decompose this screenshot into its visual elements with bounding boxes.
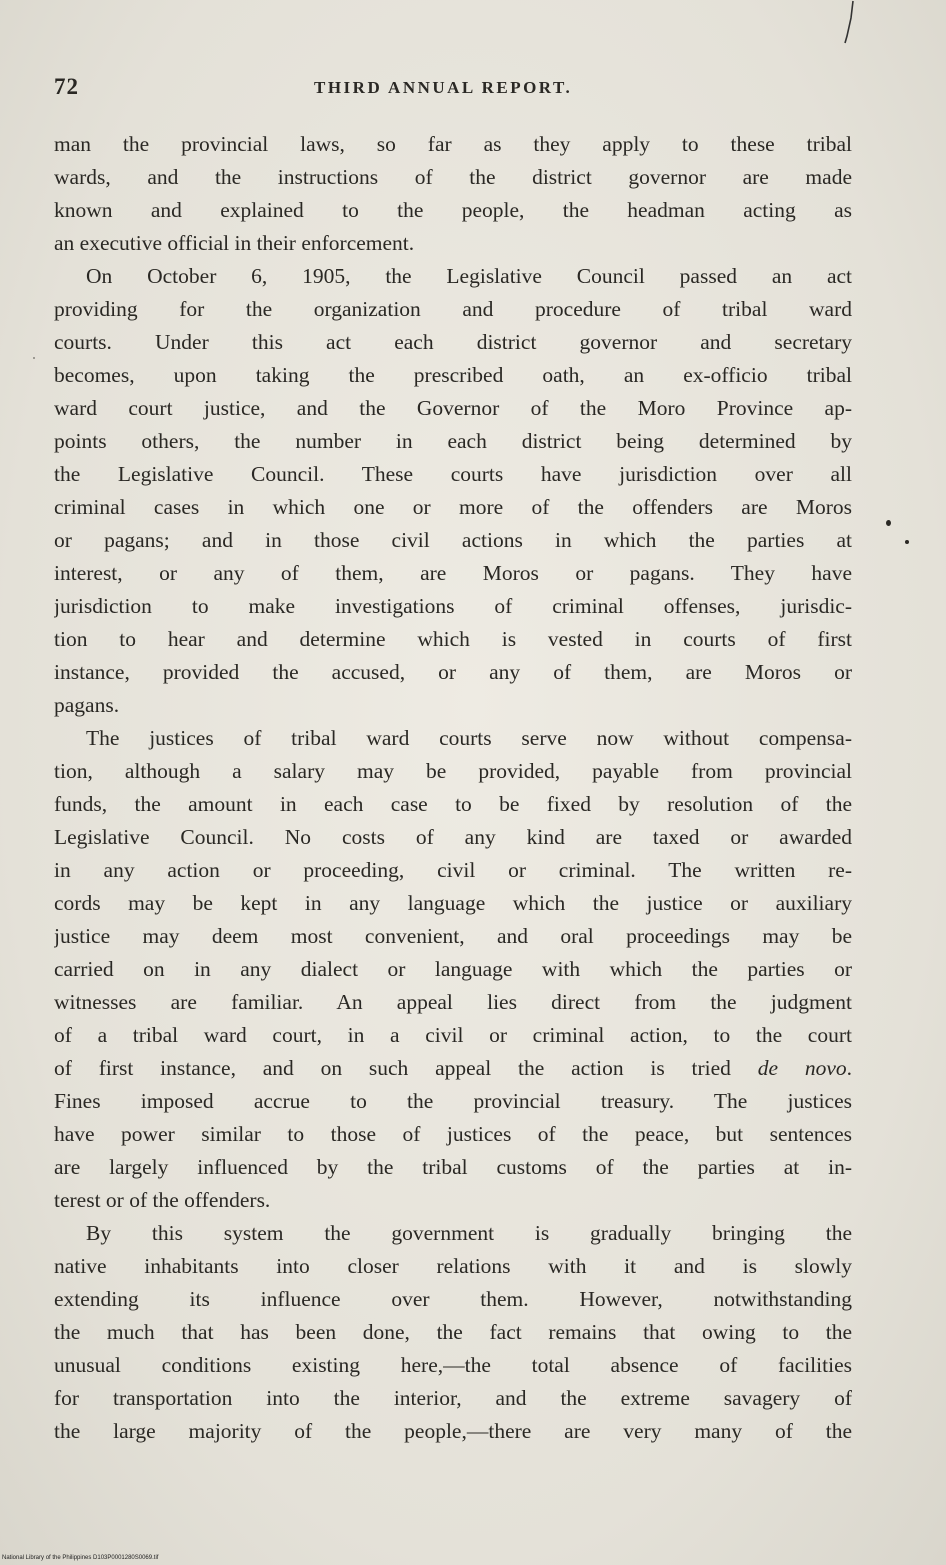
text-line: jurisdiction to make investigations of criminal offenses, jurisdic- — [54, 594, 852, 618]
ink-blot — [33, 357, 35, 359]
ink-blot — [886, 520, 891, 526]
text-line: extending its influence over them. However, notwithstanding — [54, 1287, 852, 1311]
text-line: of a tribal ward court, in a civil or criminal action, to the court — [54, 1023, 852, 1047]
library-stamp: National Library of the Philippines D103P0001280S0069.tif — [2, 1555, 159, 1561]
body-text — [54, 128, 852, 1448]
text-line: cords may be kept in any language which the justice or auxiliary — [54, 891, 852, 915]
text-line: unusual conditions existing here,—the total absence of facilities — [54, 1353, 852, 1377]
text-line: Fines imposed accrue to the provincial treasury. The justices — [54, 1089, 852, 1113]
text-line: carried on in any dialect or language with which the parties or — [54, 957, 852, 981]
text-line: criminal cases in which one or more of the offenders are Moros — [54, 495, 852, 519]
text-line: tion, although a salary may be provided, payable from provincial — [54, 759, 852, 783]
text-line: funds, the amount in each case to be fixed by resolution of the — [54, 792, 852, 816]
text-line: justice may deem most convenient, and oral proceedings may be — [54, 924, 852, 948]
text-line: terest or of the offenders. — [54, 1188, 271, 1212]
text-line: witnesses are familiar. An appeal lies direct from the judgment — [54, 990, 852, 1014]
page-number: 72 — [54, 74, 79, 99]
text-line: Legislative Council. No costs of any kind are taxed or awarded — [54, 825, 852, 849]
text-line: points others, the number in each district being determined by — [54, 429, 852, 453]
text-line: courts. Under this act each district governor and secretary — [54, 330, 852, 354]
text-line: On October 6, 1905, the Legislative Council passed an act — [86, 264, 852, 288]
pencil-mark-icon — [842, 0, 856, 44]
text-line: ward court justice, and the Governor of the Moro Province ap- — [54, 396, 852, 420]
text-line: the large majority of the people,—there are very many of the — [54, 1419, 852, 1443]
text-line: an executive official in their enforcement. — [54, 231, 415, 255]
text-line: tion to hear and determine which is vested in courts of first — [54, 627, 852, 651]
text-line: in any action or proceeding, civil or criminal. The written re- — [54, 858, 852, 882]
page-header — [54, 74, 854, 102]
running-head: THIRD ANNUAL REPORT. — [314, 78, 573, 97]
text-line: By this system the government is gradually bringing the — [86, 1221, 852, 1245]
text-line: man the provincial laws, so far as they apply to these tribal — [54, 132, 852, 156]
text-line: of first instance, and on such appeal the action is tried de novo. — [54, 1056, 852, 1080]
text-line: the much that has been done, the fact remains that owing to the — [54, 1320, 852, 1344]
text-line: native inhabitants into closer relations with it and is slowly — [54, 1254, 852, 1278]
text-line: instance, provided the accused, or any of them, are Moros or — [54, 660, 852, 684]
text-line: The justices of tribal ward courts serve now without compensa- — [86, 726, 852, 750]
text-line: or pagans; and in those civil actions in which the parties at — [54, 528, 852, 552]
text-line: known and explained to the people, the headman acting as — [54, 198, 852, 222]
text-line: pagans. — [54, 693, 120, 717]
text-line: the Legislative Council. These courts have jurisdiction over all — [54, 462, 852, 486]
text-line: for transportation into the interior, and the extreme savagery of — [54, 1386, 852, 1410]
text-line: providing for the organization and procedure of tribal ward — [54, 297, 852, 321]
text-line: interest, or any of them, are Moros or pagans. They have — [54, 561, 852, 585]
text-line: are largely influenced by the tribal customs of the parties at in- — [54, 1155, 852, 1179]
text-line: becomes, upon taking the prescribed oath, an ex-officio tribal — [54, 363, 852, 387]
ink-blot — [905, 540, 909, 544]
text-line: have power similar to those of justices of the peace, but sentences — [54, 1122, 852, 1146]
italic-phrase: de novo — [757, 1056, 847, 1080]
text-line: wards, and the instructions of the district governor are made — [54, 165, 852, 189]
